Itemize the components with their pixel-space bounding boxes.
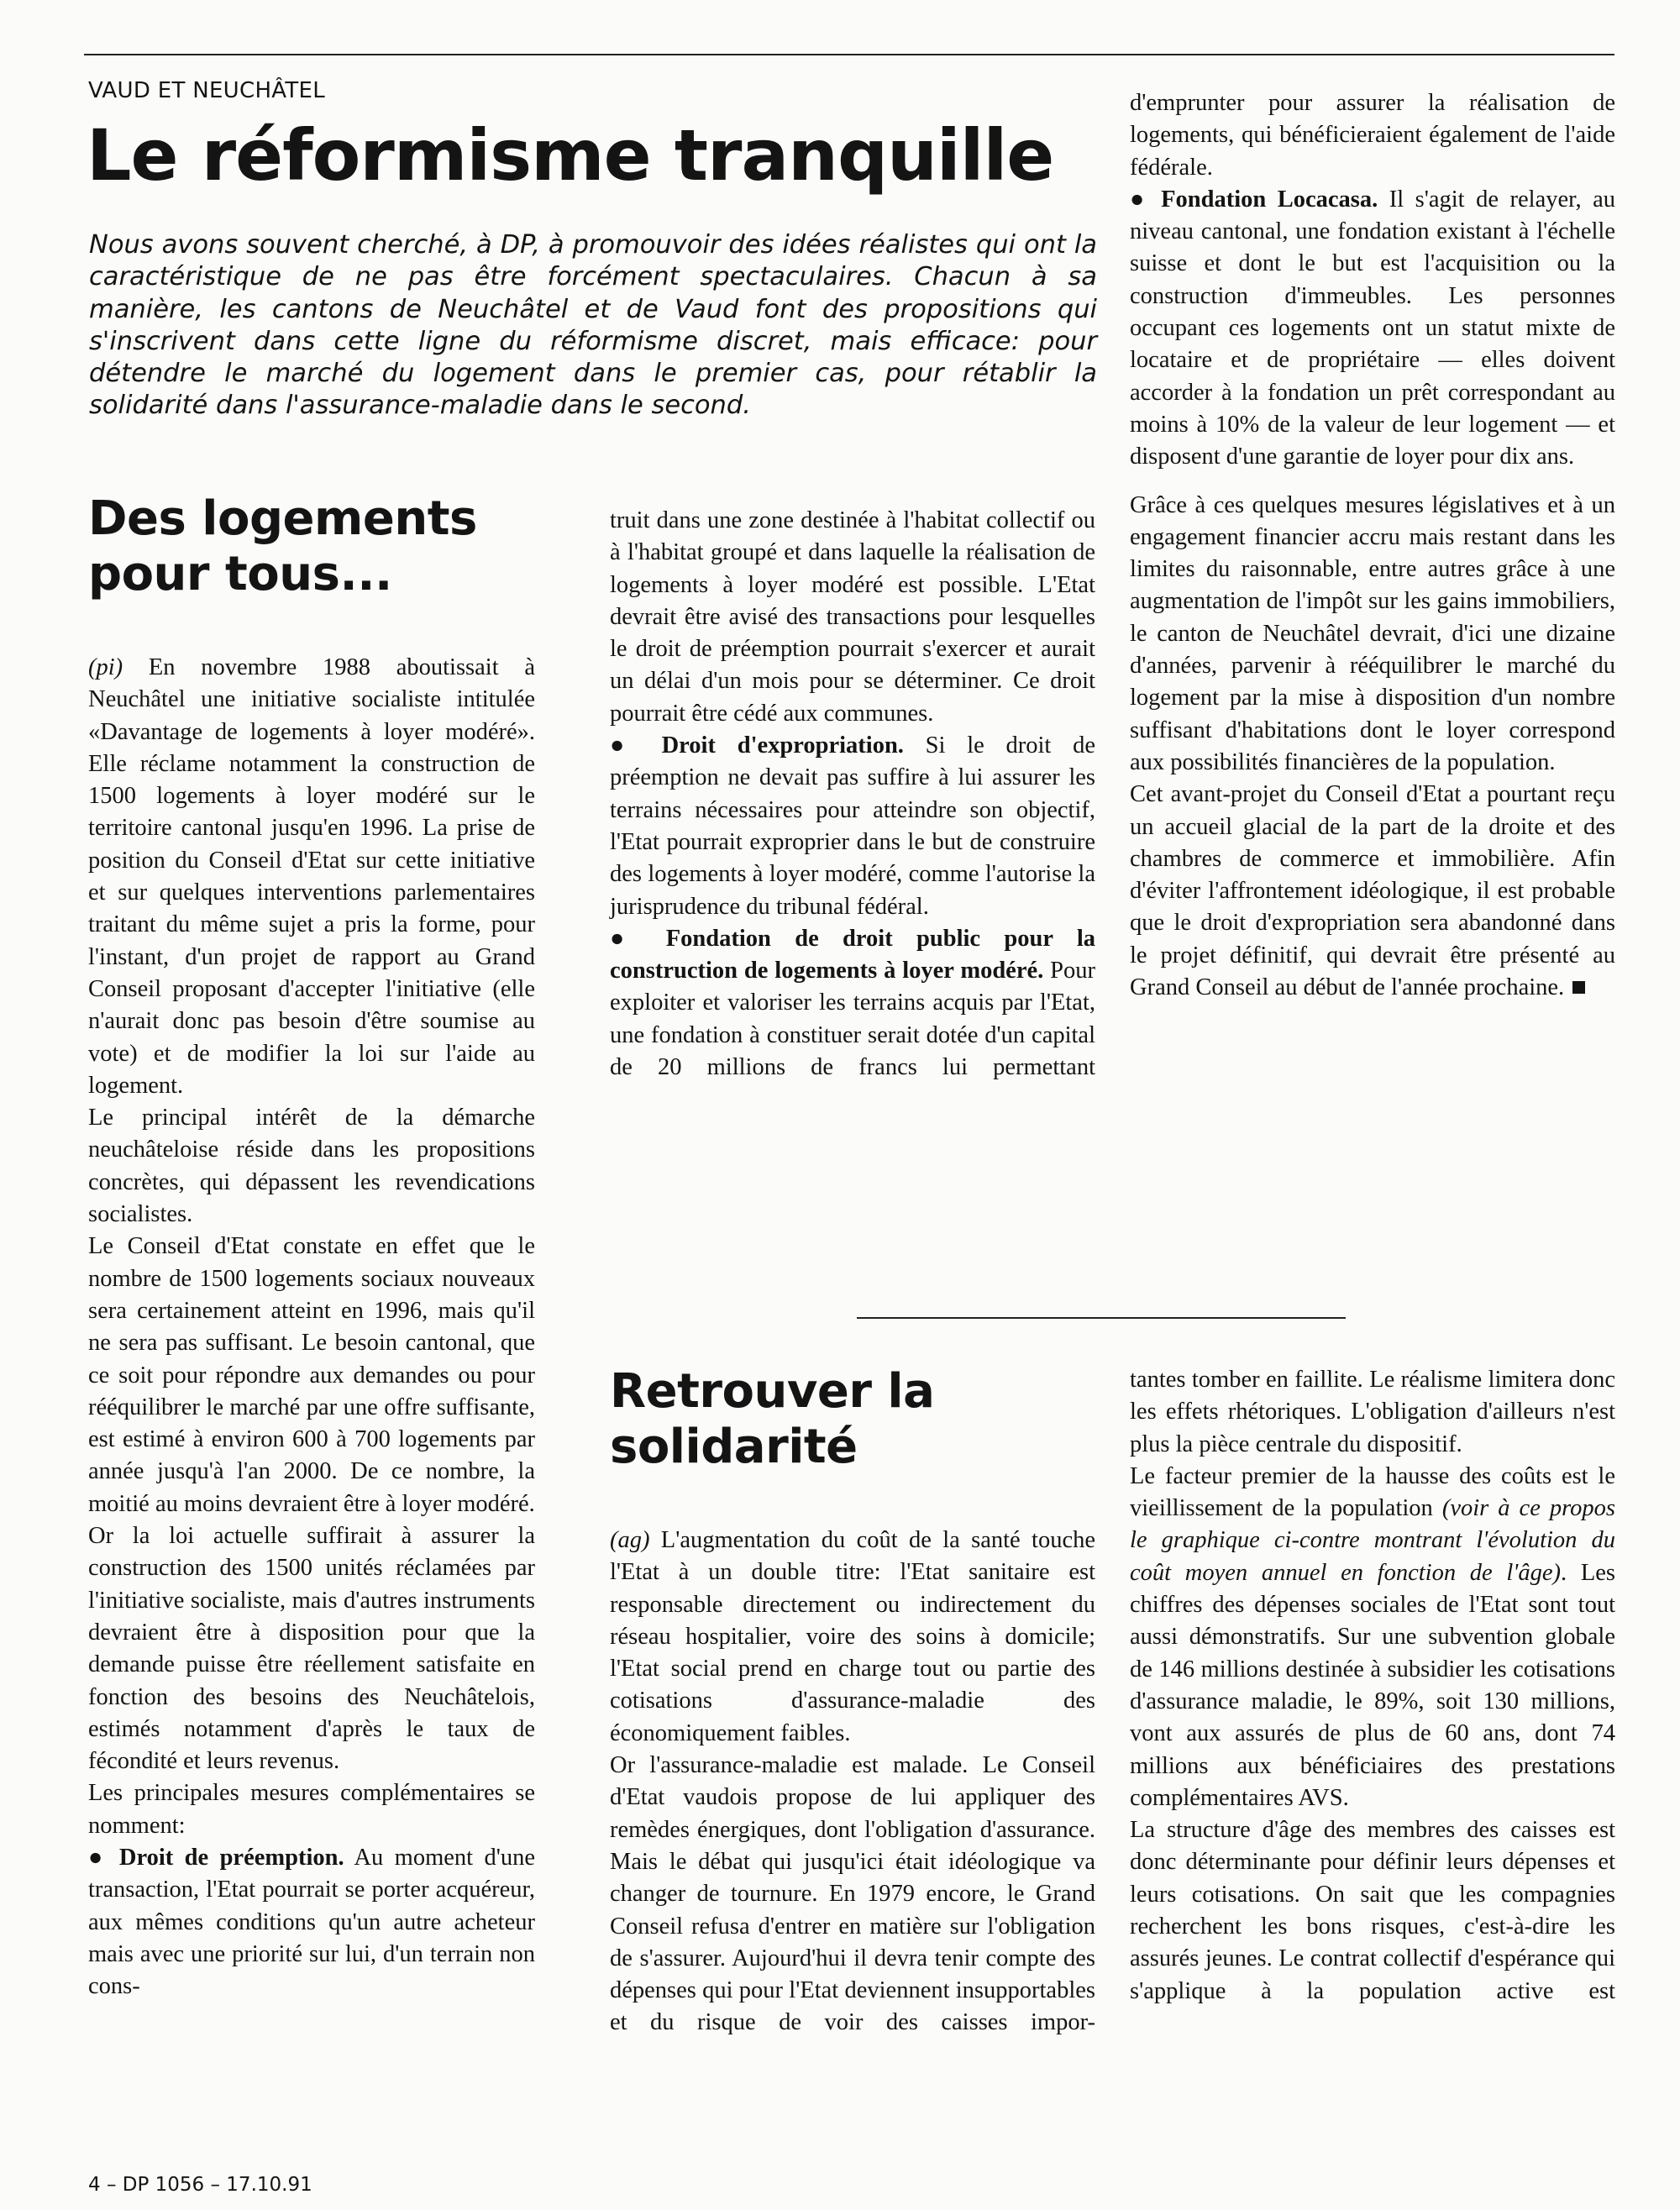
paragraph: Le Conseil d'Etat constate en effet que le nombre de 1500 logements sociaux nouveaux sera certainement atteint en 1996, mais qu'il ne sera pas suffisant. Le besoin cantonal, que ce soit pour répondre aux demandes ou pour rééquilibrer le marché par une offre suffisante, est estimé à environ 600 à 700 logements par année jusqu'à l'an 2000. De ce nombre, la moitié au moins devraient être à loyer modéré.	[88, 1233, 535, 1517]
paragraph: Les principales mesures complémentaires se nomment:	[88, 1780, 535, 1839]
paragraph: (pi) En novembre 1988 aboutissait à Neuchâtel une initiative socialiste intitulée «Davantage de logements à loyer modéré». Elle réclame notamment la construction de 1500 logements à loyer modéré sur le territoire cantonal jusqu'en 1996. La prise de position du Conseil d'Etat sur cette initiative et sur quelques interventions parlementaires traitant du même sujet a pris la forme, pour l'instant, d'un projet de rapport au Grand Conseil proposant d'accepter l'initiative (elle n'aurait donc pas besoin d'être soumise au vote) et de modifier la loi sur l'aide au logement.	[88, 654, 535, 1099]
lead-paragraph: Nous avons souvent cherché, à DP, à promouvoir des idées réalistes qui ont la caractéristique de ne pas être forcément spectaculaires. Chacun à sa manière, les cantons de Neuchâtel et de Vaud font des propositions qui s'inscrivent dans cette ligne du réformisme discret, mais efficace: pour détendre le marché du logement dans le premier cas, pour rétablir la solidarité dans l'assurance-maladie dans le second.	[89, 230, 1097, 421]
paragraph: ● Droit de préemption. Au moment d'une transaction, l'Etat pourrait se porter acquéreur, aux mêmes conditions qu'un autre acheteur mais avec une priorité sur lui, d'un terrain non cons-	[88, 1844, 535, 2000]
end-mark-icon	[1572, 981, 1585, 994]
paragraph: Le facteur premier de la hausse des coûts est le vieillissement de la population (voir à ce propos le graphique ci-contre montrant l'évolution du coût moyen annuel en fonction de l'âge). Les chiffres des dépenses sociales de l'Etat sont tout aussi démonstratifs. Sur une subvention globale de 146 millions destinée à subsidier les cotisations d'assurance maladie, le 89%, soit 130 millions, vont aux assurés de plus de 60 ans, dont 74 millions aux bénéficiaires des prestations complémentaires AVS.	[1130, 1462, 1616, 1811]
bullet-heading: ● Fondation Locacasa.	[1130, 186, 1378, 213]
article2-column3	[1130, 1364, 1615, 2145]
article1-heading	[88, 491, 592, 602]
paragraph: tantes tomber en faillite. Le réalisme limitera donc les effets rhétoriques. L'obligation d'ailleurs n'est plus la pièce centrale du dispositif.	[1130, 1367, 1615, 1457]
article1-column2	[610, 505, 1095, 1252]
article2-column2	[610, 1525, 1095, 2146]
paragraph: Cet avant-projet du Conseil d'Etat a pourtant reçu un accueil glacial de la part de la droite et des chambres de commerce et immobilière. Afin d'éviter l'affrontement idéologique, il est probable que le droit d'expropriation sera abandonné dans le projet définitif, qui devrait être présenté au Grand Conseil au début de l'année prochaine.	[1130, 781, 1615, 1001]
paragraph: ● Fondation de droit public pour la construction de logements à loyer modéré. Pour exploiter et valoriser les terrains acquis par l'Etat, une fondation à constituer serait dotée d'un capital de 20 millions de francs lui permettant	[610, 925, 1096, 1081]
article2-heading-line2: solidarité	[610, 1420, 858, 1474]
article1-heading-line1: Des logements	[88, 491, 477, 546]
paragraph: Grâce à ces quelques mesures législatives et à un engagement financier accru mais restant dans les limites du raisonnable, entre autres grâce à une augmentation de l'impôt sur les gains immobiliers, le canton de Neuchâtel devrait, d'ici une dizaine d'années, parvenir à rééquilibrer le marché du logement par la mise à disposition d'un nombre suffisant d'habitations dont le loyer correspond aux possibilités financières de la population.	[1130, 491, 1615, 775]
author-initials: (pi)	[88, 654, 123, 680]
article2-heading-line1: Retrouver la	[610, 1364, 935, 1419]
paragraph: d'emprunter pour assurer la réalisation de logements, qui bénéficieraient également de l'aide fédérale.	[1130, 90, 1615, 181]
author-initials: (ag)	[610, 1527, 650, 1553]
kicker: VAUD ET NEUCHÂTEL	[88, 78, 326, 103]
paragraph: Or la loi actuelle suffirait à assurer la construction des 1500 unités réclamées par l'initiative socialiste, mais d'autres instruments devraient être à disposition pour que la demande puisse être réellement satisfaite en fonction des besoins des Neuchâtelois, estimés notamment d'après le taux de fécondité et leurs revenus.	[88, 1523, 535, 1775]
bullet-heading: ● Fondation de droit public pour la construction de logements à loyer modéré.	[610, 925, 1095, 984]
article1-column3	[1130, 87, 1615, 1255]
paragraph: (ag) L'augmentation du coût de la santé touche l'Etat à un double titre: l'Etat sanitaire est responsable directement ou indirectement du réseau hospitalier, voire des soins à domicile; l'Etat social prend en charge tout ou partie des cotisations d'assurance-maladie des économiquement faibles.	[610, 1527, 1095, 1746]
article1-column1	[88, 652, 535, 2139]
paragraph: La structure d'âge des membres des caisses est donc déterminante pour définir leurs dépenses et leurs cotisations. On sait que les compagnies recherchent les bons risques, c'est-à-dire les assurés jeunes. Le contrat collectif d'espérance qui s'applique à la population active est	[1130, 1817, 1615, 2004]
bullet-heading: ● Droit d'expropriation.	[610, 732, 904, 759]
article-separator	[857, 1317, 1346, 1319]
article1-heading-line2: pour tous...	[88, 547, 392, 601]
page-footer: 4 – DP 1056 – 17.10.91	[88, 2174, 312, 2196]
paragraph: ● Droit d'expropriation. Si le droit de préemption ne devait pas suffire à lui assurer les terrains nécessaires pour atteindre son objectif, l'Etat pourrait exproprier dans le but de construire des logements à loyer modéré, comme l'autorise la jurisprudence du tribunal fédéral.	[610, 732, 1095, 920]
paragraph: truit dans une zone destinée à l'habitat collectif ou à l'habitat groupé et dans laquelle la réalisation de logements à loyer modéré est possible. L'Etat devrait être avisé des transactions pour lesquelles le droit de préemption pourrait s'exercer et aurait un délai d'un mois pour se déterminer. Ce droit pourrait être cédé aux communes.	[610, 507, 1095, 727]
page-title: Le réformisme tranquille	[87, 114, 1054, 197]
paragraph: Or l'assurance-maladie est malade. Le Conseil d'Etat vaudois propose de lui appliquer des remèdes énergiques, dont l'obligation d'assurance. Mais le débat qui jusqu'ici était idéologique va changer de tournure. En 1979 encore, le Grand Conseil refusa d'entrer en matière sur l'obligation de s'assurer. Aujourd'hui il devra tenir compte des dépenses qui pour l'Etat deviennent insupportables et du risque de voir des caisses impor-	[610, 1752, 1095, 2036]
bullet-heading: ● Droit de préemption.	[88, 1844, 344, 1871]
top-rule	[84, 54, 1614, 55]
article2-heading	[610, 1364, 1114, 1475]
paragraph: ● Fondation Locacasa. Il s'agit de relayer, au niveau cantonal, une fondation existant à l'échelle suisse et dont le but est l'acquisition ou la construction d'immeubles. Les personnes occupant ces logements ont un statut mixte de locataire et de propriétaire — elles doivent accorder à la fondation un prêt correspondant au moins à 10% de la valeur de leur logement — et disposent d'une garantie de loyer pour dix ans.	[1130, 186, 1615, 470]
paragraph: Le principal intérêt de la démarche neuchâteloise réside dans les propositions concrètes, qui dépassent les revendications socialistes.	[88, 1105, 535, 1228]
